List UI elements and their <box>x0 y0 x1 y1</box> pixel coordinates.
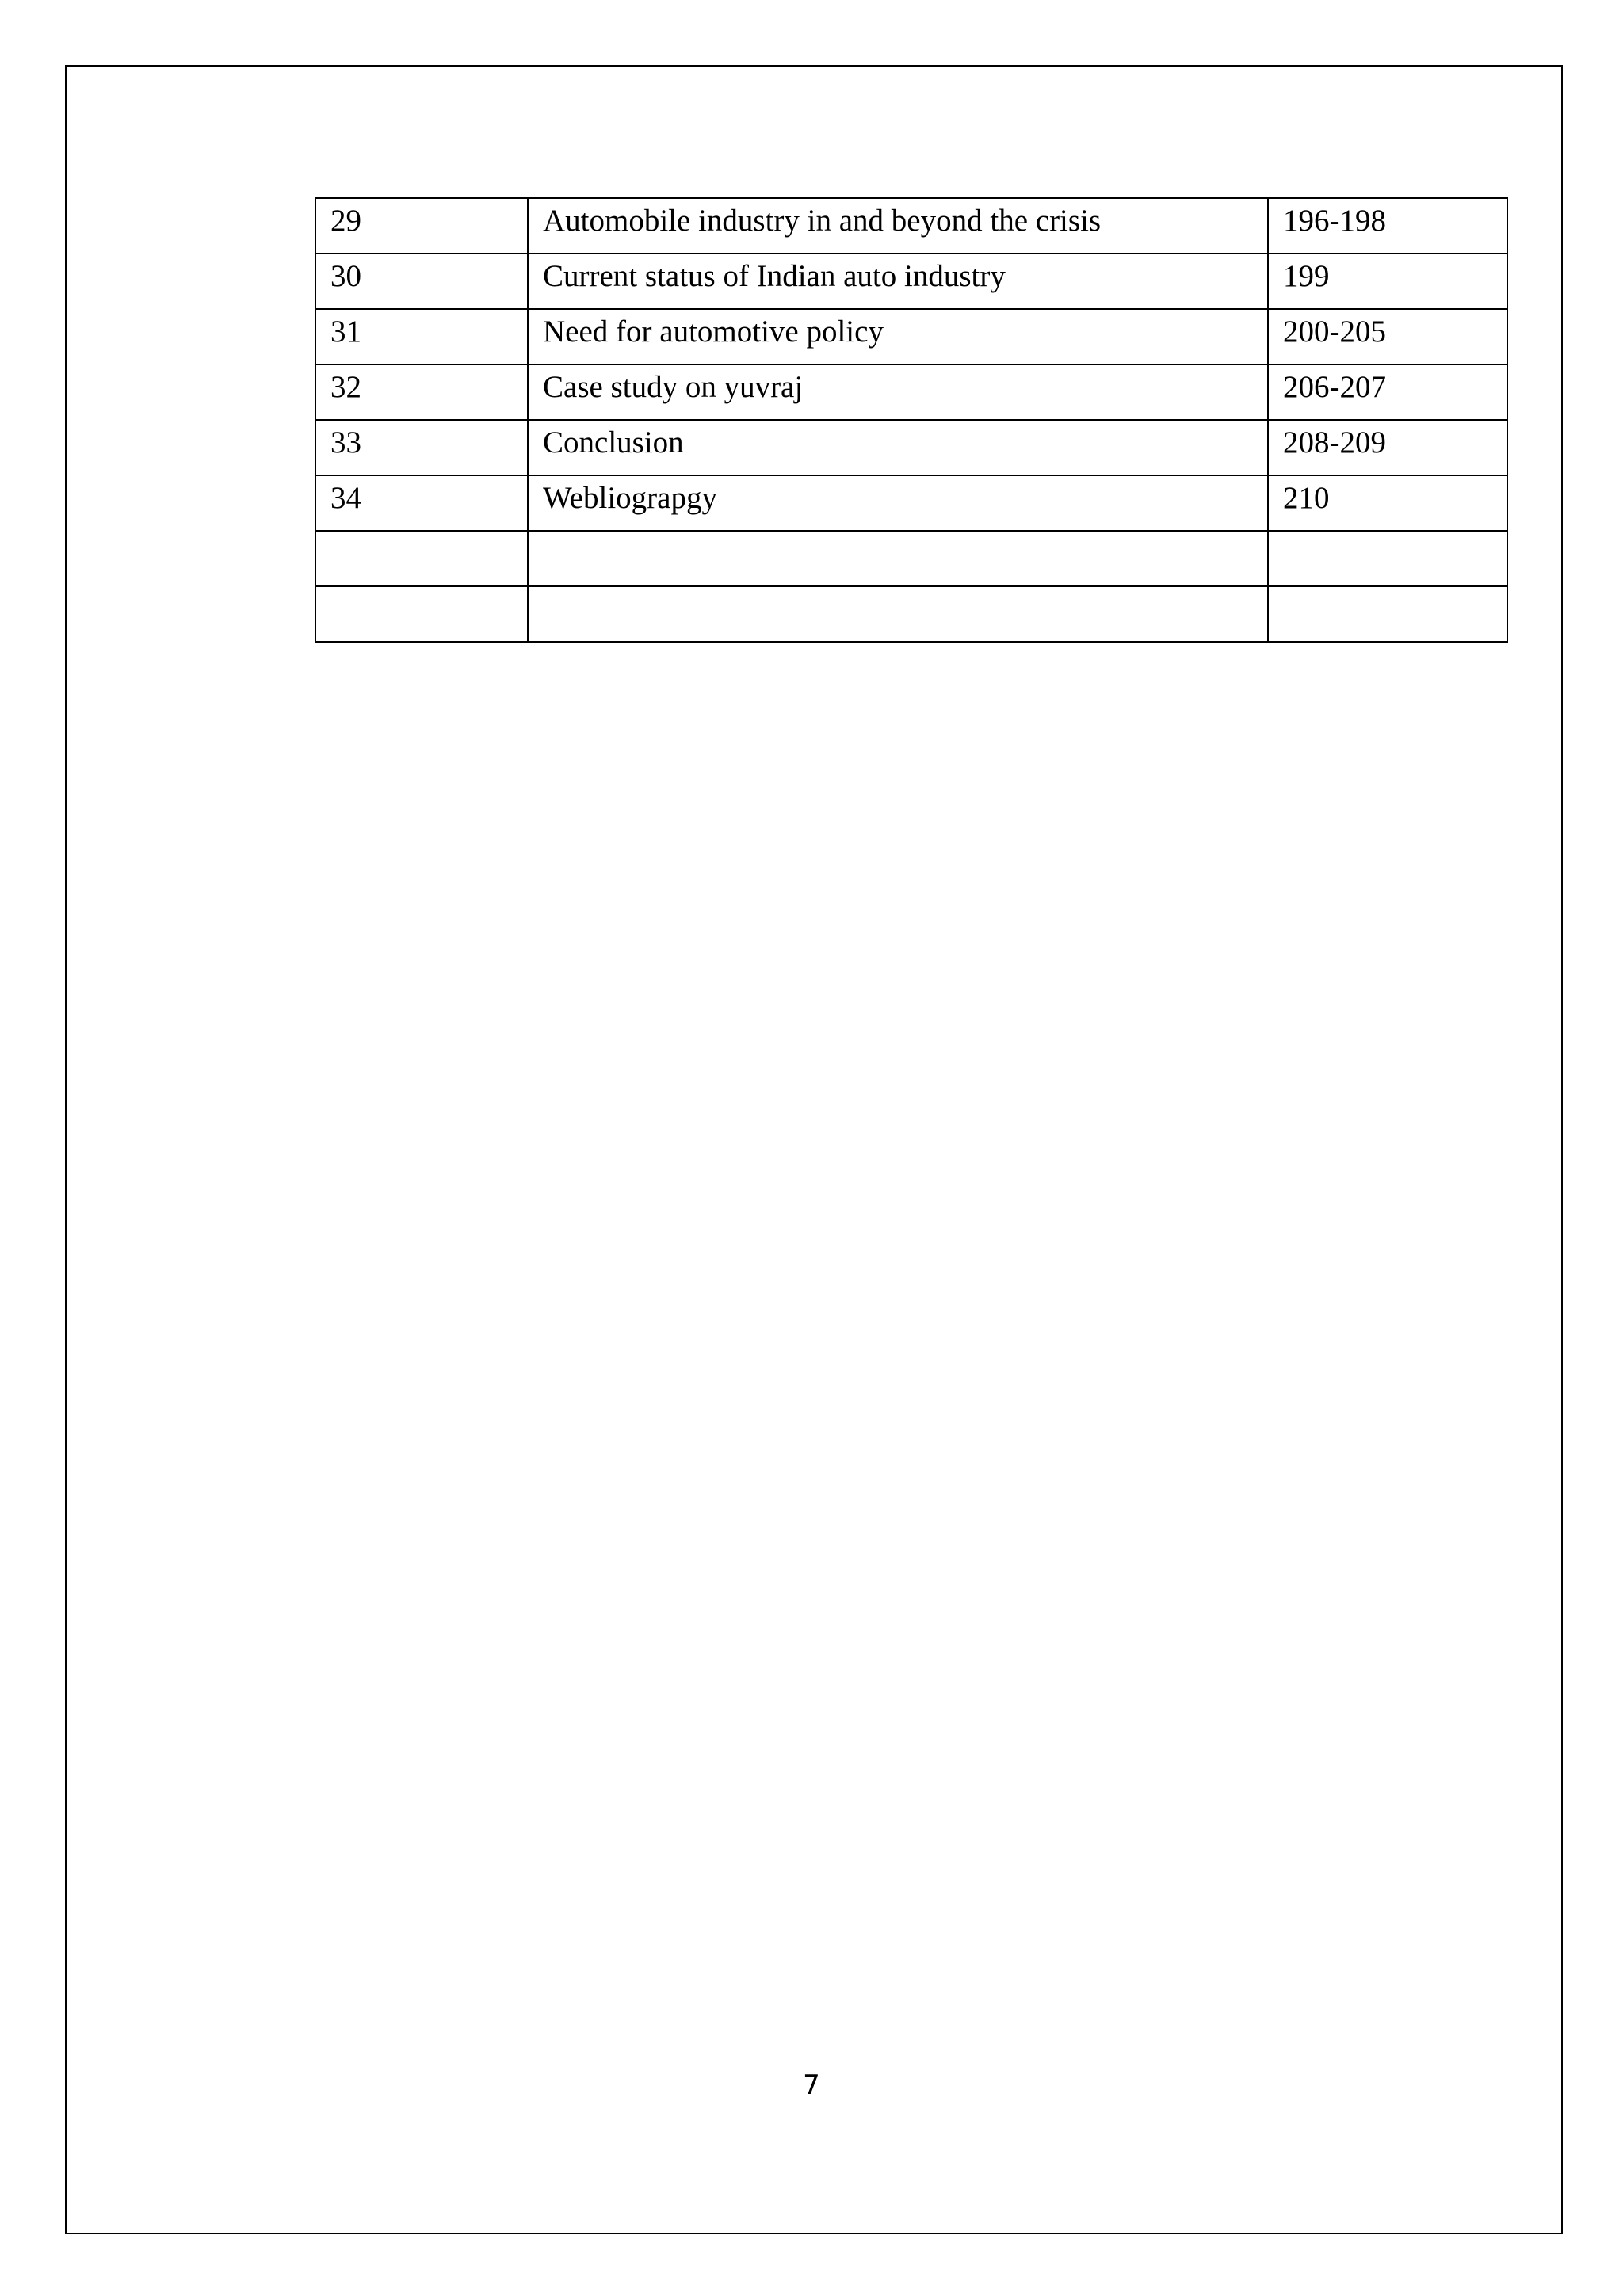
table-row <box>315 364 1507 420</box>
table-row-empty <box>315 586 1507 642</box>
page-range: 210 <box>1268 475 1507 531</box>
page-range: 196-198 <box>1268 198 1507 254</box>
table-row-empty <box>315 531 1507 586</box>
page-range: 208-209 <box>1268 420 1507 475</box>
chapter-number <box>315 586 528 642</box>
chapter-number: 31 <box>315 309 528 364</box>
chapter-number: 30 <box>315 254 528 309</box>
chapter-title: Case study on yuvraj <box>528 364 1268 420</box>
table-row <box>315 475 1507 531</box>
chapter-title <box>528 586 1268 642</box>
table-row <box>315 309 1507 364</box>
page-range: 206-207 <box>1268 364 1507 420</box>
page-range <box>1268 531 1507 586</box>
page-range: 199 <box>1268 254 1507 309</box>
chapter-title: Need for automotive policy <box>528 309 1268 364</box>
page-number: 7 <box>803 2069 820 2101</box>
table-row <box>315 420 1507 475</box>
chapter-number: 32 <box>315 364 528 420</box>
table-of-contents <box>315 197 1508 643</box>
page-range: 200-205 <box>1268 309 1507 364</box>
chapter-title: Conclusion <box>528 420 1268 475</box>
table-row <box>315 198 1507 254</box>
chapter-number <box>315 531 528 586</box>
chapter-title: Automobile industry in and beyond the crisis <box>528 198 1268 254</box>
table-row <box>315 254 1507 309</box>
chapter-number: 34 <box>315 475 528 531</box>
chapter-number: 33 <box>315 420 528 475</box>
page-range <box>1268 586 1507 642</box>
chapter-title: Webliograpgy <box>528 475 1268 531</box>
chapter-number: 29 <box>315 198 528 254</box>
chapter-title: Current status of Indian auto industry <box>528 254 1268 309</box>
chapter-title <box>528 531 1268 586</box>
